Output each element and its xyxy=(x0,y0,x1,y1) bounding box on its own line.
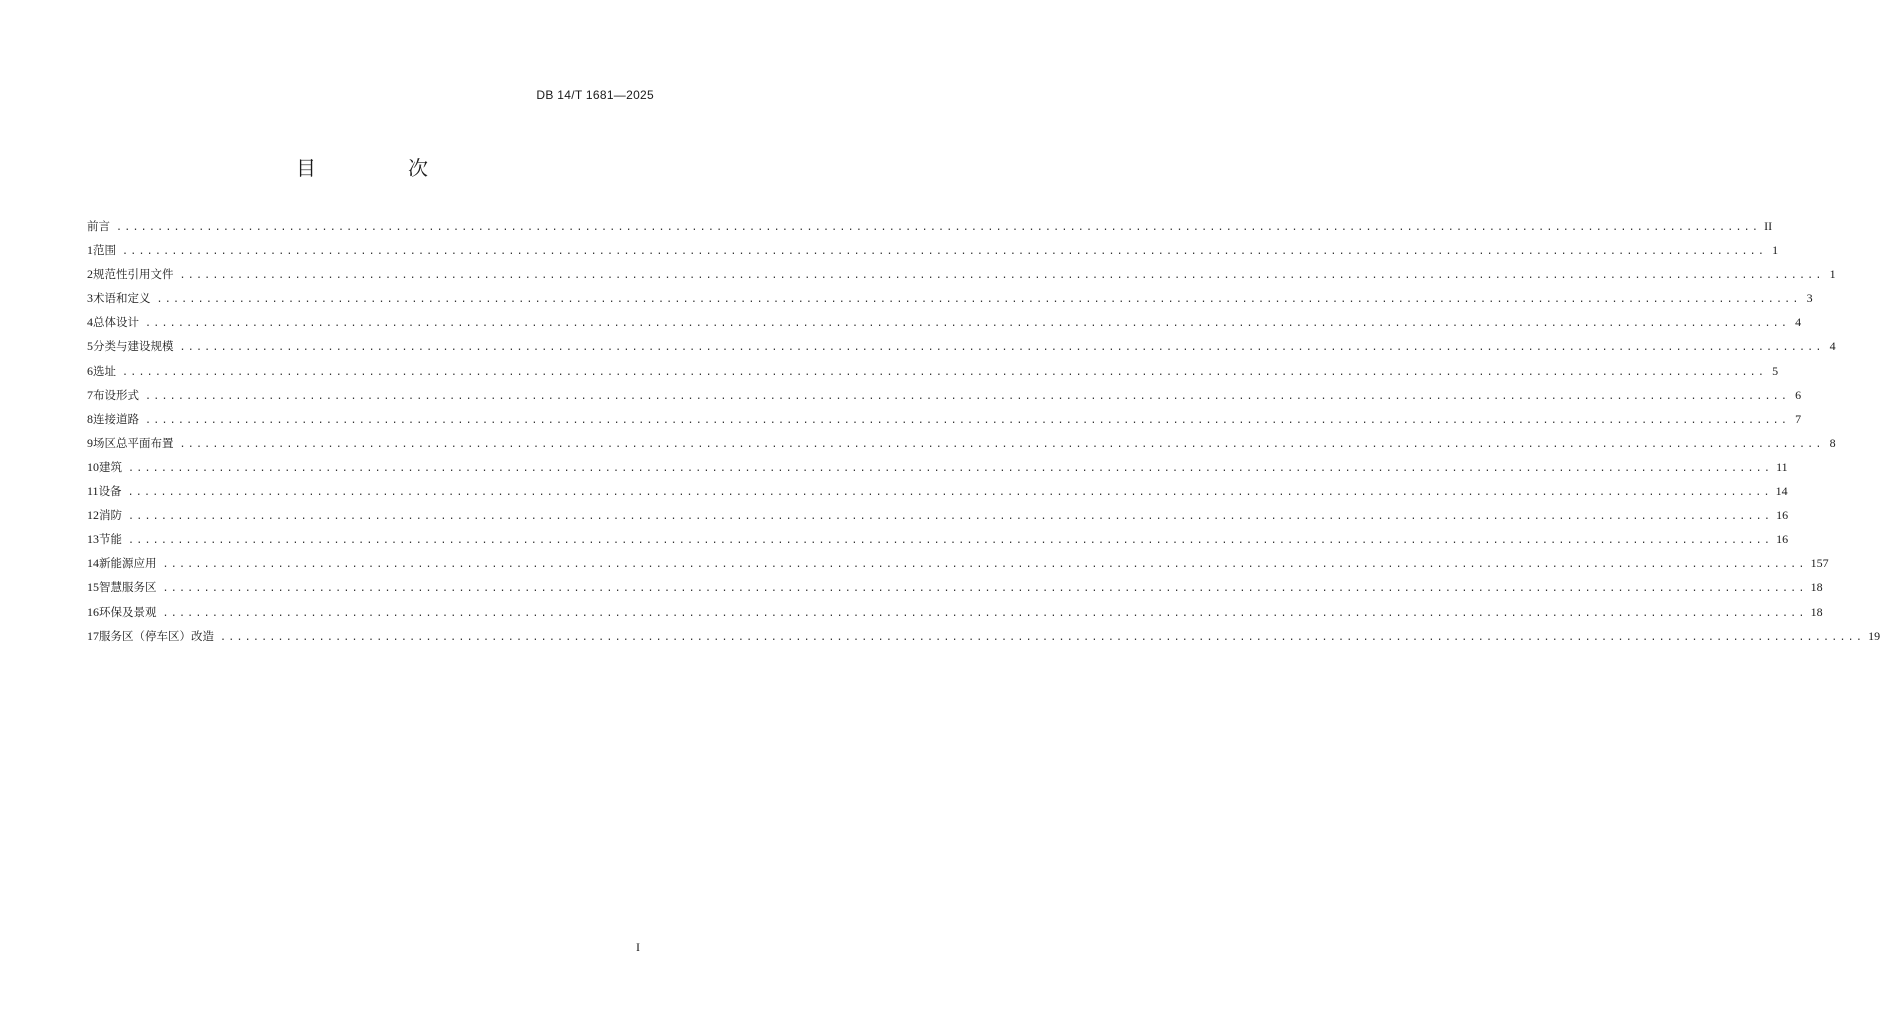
toc-entry-title: 规范性引用文件 xyxy=(93,267,174,282)
toc-entry-title: 环保及景观 xyxy=(99,604,157,619)
dot-leader: ........................................................................................................................................................................................................ xyxy=(179,342,1824,354)
toc-entry-page: 18 xyxy=(1810,604,1823,619)
toc-entry[interactable] xyxy=(87,290,1813,314)
toc-entry-title: 建筑 xyxy=(99,459,122,474)
toc-entry[interactable] xyxy=(87,628,1880,652)
toc-entry-title: 连接道路 xyxy=(93,411,139,426)
toc-entry-number: 12 xyxy=(87,508,99,523)
dot-leader: ........................................................................................................................................................................................................ xyxy=(145,318,1790,330)
toc-entry-number: 16 xyxy=(87,604,99,619)
toc-entry[interactable] xyxy=(87,435,1836,459)
toc-entry-page: 11 xyxy=(1776,459,1788,474)
dot-leader: ........................................................................................................................................................................................................ xyxy=(156,294,1801,306)
dot-leader: ........................................................................................................................................................................................................ xyxy=(116,222,1761,233)
toc-entry-number: 14 xyxy=(87,556,99,571)
toc-entry[interactable] xyxy=(87,314,1802,338)
toc-entry-title: 消防 xyxy=(99,508,122,523)
toc-entry-number: 9 xyxy=(87,435,93,450)
toc-entry-title: 设备 xyxy=(98,484,122,499)
dot-leader: ........................................................................................................................................................................................................ xyxy=(162,583,1807,595)
dot-leader: ........................................................................................................................................................................................................ xyxy=(162,607,1807,619)
toc-entry-number: 7 xyxy=(87,387,93,402)
toc-entry-page: 5 xyxy=(1772,363,1779,378)
toc-entry-page: 1 xyxy=(1772,243,1779,258)
toc-entry-number: 6 xyxy=(87,363,93,378)
dot-leader: ........................................................................................................................................................................................................ xyxy=(145,414,1790,426)
toc-entry-title: 总体设计 xyxy=(93,315,139,330)
toc-entry[interactable] xyxy=(87,579,1823,603)
toc-entry-number: 10 xyxy=(87,459,99,474)
toc-entry-number: 2 xyxy=(87,267,93,282)
dot-leader: ........................................................................................................................................................................................................ xyxy=(127,487,1772,499)
toc-entry[interactable] xyxy=(87,555,1829,579)
toc-entry-page: 1 xyxy=(1829,267,1836,282)
toc-entry-number: 4 xyxy=(87,315,93,330)
dot-leader: ........................................................................................................................................................................................................ xyxy=(122,366,1767,378)
toc-entry-page: 7 xyxy=(1795,411,1802,426)
dot-leader: ........................................................................................................................................................................................................ xyxy=(220,631,1865,643)
toc-entry-number: 3 xyxy=(87,291,93,306)
toc-entry[interactable] xyxy=(87,507,1789,531)
toc-entry-title: 服务区（停车区）改造 xyxy=(99,628,214,643)
toc-entry-page: 6 xyxy=(1795,387,1802,402)
toc-entry-page: 14 xyxy=(1775,484,1788,499)
toc-entry-number: 15 xyxy=(87,580,99,595)
toc-entry-title: 布设形式 xyxy=(93,387,139,402)
toc-entry-title: 范围 xyxy=(93,243,116,258)
toc-entry-number: 11 xyxy=(87,484,99,499)
toc-entry-number: 5 xyxy=(87,339,93,354)
toc-entry-title: 前言 xyxy=(87,219,110,233)
footer-page-number: I xyxy=(636,940,640,954)
toc-entry-title: 场区总平面布置 xyxy=(93,435,174,450)
toc-entry-number: 8 xyxy=(87,411,93,426)
toc-entry-number: 17 xyxy=(87,628,99,643)
toc-entry[interactable] xyxy=(87,363,1779,387)
toc-entry[interactable] xyxy=(87,531,1789,555)
toc-entry-title: 智慧服务区 xyxy=(99,580,157,595)
dot-leader: ........................................................................................................................................................................................................ xyxy=(128,511,1773,523)
toc-entry-page: 8 xyxy=(1829,435,1836,450)
toc-entry-title: 分类与建设规模 xyxy=(93,339,174,354)
toc-entry-page: 157 xyxy=(1810,556,1829,571)
dot-leader: ........................................................................................................................................................................................................ xyxy=(162,559,1807,571)
page-title: 目 次 xyxy=(296,156,464,180)
toc-entry[interactable] xyxy=(87,459,1788,483)
table-of-contents xyxy=(87,218,1880,652)
toc-entry-page: 4 xyxy=(1795,315,1802,330)
dot-leader: ........................................................................................................................................................................................................ xyxy=(145,390,1790,402)
toc-entry-title: 选址 xyxy=(93,363,116,378)
toc-entry-page: 3 xyxy=(1806,291,1813,306)
toc-entry[interactable] xyxy=(87,266,1836,290)
toc-entry[interactable] xyxy=(87,483,1788,507)
dot-leader: ........................................................................................................................................................................................................ xyxy=(128,535,1773,547)
toc-entry-title: 节能 xyxy=(99,532,122,547)
dot-leader: ........................................................................................................................................................................................................ xyxy=(128,462,1773,474)
toc-entry[interactable] xyxy=(87,604,1823,628)
toc-entry-page: 19 xyxy=(1868,628,1880,643)
dot-leader: ........................................................................................................................................................................................................ xyxy=(179,438,1824,450)
dot-leader: ........................................................................................................................................................................................................ xyxy=(122,246,1767,258)
toc-entry-title: 新能源应用 xyxy=(99,556,157,571)
toc-entry-page: 18 xyxy=(1810,580,1823,595)
toc-entry-page: 4 xyxy=(1829,339,1836,354)
toc-entry-page: 16 xyxy=(1776,508,1789,523)
toc-entry-page: 16 xyxy=(1776,532,1789,547)
toc-entry-number: 13 xyxy=(87,532,99,547)
toc-entry-title: 术语和定义 xyxy=(93,291,151,306)
toc-entry-page: II xyxy=(1764,219,1773,233)
toc-entry[interactable] xyxy=(87,411,1802,435)
toc-entry[interactable] xyxy=(87,242,1779,266)
standard-code: DB 14/T 1681—2025 xyxy=(536,88,654,102)
toc-entry[interactable] xyxy=(87,338,1836,362)
toc-entry[interactable] xyxy=(87,218,1773,242)
toc-entry[interactable] xyxy=(87,387,1802,411)
toc-entry-number: 1 xyxy=(87,243,93,258)
dot-leader: ........................................................................................................................................................................................................ xyxy=(179,270,1824,282)
